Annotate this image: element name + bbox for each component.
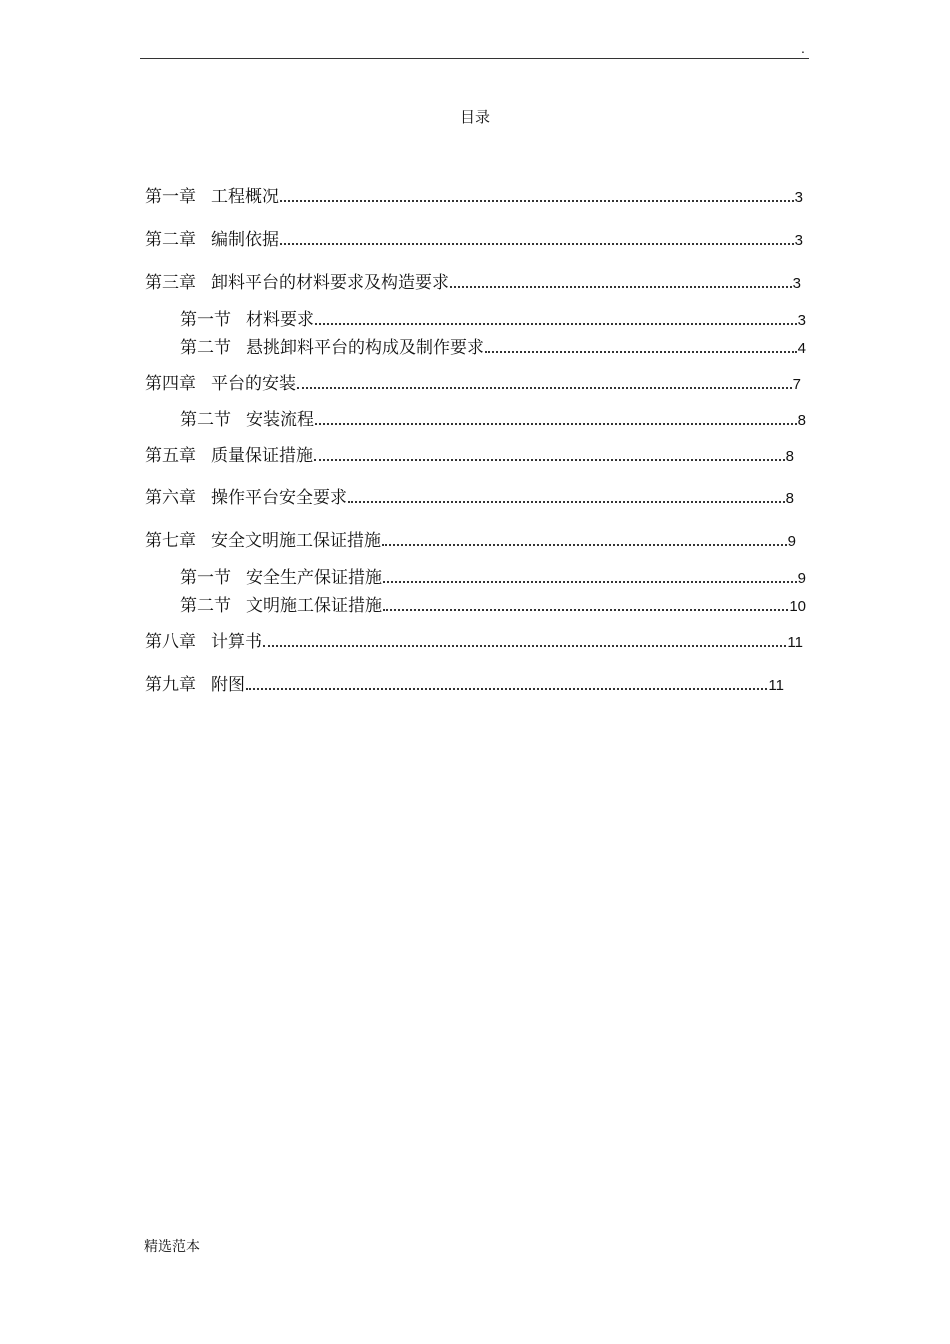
header-rule bbox=[140, 58, 809, 59]
toc-entry-chapter-8[interactable] bbox=[145, 630, 803, 654]
toc-entry-section-3-1[interactable] bbox=[180, 308, 806, 332]
toc-entry-title: 平台的安装 bbox=[211, 374, 296, 394]
toc-dot-leader bbox=[315, 323, 797, 325]
toc-entry-label: 第五章 bbox=[145, 446, 196, 466]
toc-entry-label: 第七章 bbox=[145, 531, 196, 551]
toc-entry-title: 工程概况 bbox=[211, 187, 279, 207]
toc-entry-page: 9 bbox=[787, 533, 796, 550]
toc-entry-chapter-4[interactable] bbox=[145, 372, 801, 396]
toc-entry-title: 附图 bbox=[211, 675, 245, 695]
toc-entry-title: 安全生产保证措施 bbox=[246, 568, 382, 588]
toc-entry-title: 质量保证措施 bbox=[211, 446, 313, 466]
toc-entry-section-7-1[interactable] bbox=[180, 566, 806, 590]
toc-entry-chapter-2[interactable] bbox=[145, 228, 803, 252]
toc-entry-label: 第二章 bbox=[145, 230, 196, 250]
header-mark: . bbox=[801, 40, 805, 56]
toc-entry-title: 计算书 bbox=[211, 632, 262, 652]
toc-entry-section-3-2[interactable] bbox=[180, 336, 806, 360]
toc-dot-leader bbox=[280, 243, 794, 245]
toc-dot-leader bbox=[315, 423, 797, 425]
toc-dot-leader bbox=[314, 459, 785, 461]
toc-dot-leader bbox=[297, 387, 792, 389]
toc-entry-label: 第一章 bbox=[145, 187, 196, 207]
toc-entry-title: 安全文明施工保证措施 bbox=[211, 531, 381, 551]
document-title: 目录 bbox=[459, 109, 490, 126]
toc-entry-label: 第四章 bbox=[145, 374, 196, 394]
toc-dot-leader bbox=[383, 581, 797, 583]
toc-entry-title: 悬挑卸料平台的构成及制作要求 bbox=[246, 338, 484, 358]
toc-entry-chapter-6[interactable] bbox=[145, 486, 794, 510]
toc-entry-label: 第六章 bbox=[145, 488, 196, 508]
toc-entry-section-4-2[interactable] bbox=[180, 408, 806, 432]
toc-dot-leader bbox=[383, 609, 788, 611]
toc-dot-leader bbox=[450, 286, 792, 288]
toc-dot-leader bbox=[246, 688, 767, 690]
toc-entry-title: 安装流程 bbox=[246, 410, 314, 430]
toc-entry-label: 第一节 bbox=[180, 568, 231, 588]
toc-entry-page: 3 bbox=[794, 232, 803, 249]
toc-entry-page: 11 bbox=[768, 677, 784, 694]
toc-entry-chapter-9[interactable] bbox=[145, 673, 784, 697]
toc-entry-chapter-5[interactable] bbox=[145, 444, 794, 468]
toc-entry-page: 8 bbox=[797, 412, 806, 429]
toc-entry-title: 操作平台安全要求 bbox=[211, 488, 347, 508]
toc-entry-page: 3 bbox=[792, 275, 801, 292]
toc-dot-leader bbox=[280, 200, 794, 202]
toc-entry-section-7-2[interactable] bbox=[180, 594, 806, 618]
toc-entry-label: 第二节 bbox=[180, 596, 231, 616]
toc-dot-leader bbox=[485, 351, 797, 353]
toc-entry-page: 8 bbox=[785, 448, 794, 465]
toc-entry-label: 第一节 bbox=[180, 310, 231, 330]
toc-entry-page: 8 bbox=[785, 490, 794, 507]
toc-entry-label: 第三章 bbox=[145, 273, 196, 293]
toc-entry-page: 3 bbox=[797, 312, 806, 329]
toc-entry-page: 11 bbox=[787, 634, 803, 651]
toc-entry-title: 文明施工保证措施 bbox=[246, 596, 382, 616]
footer-text: 精选范本 bbox=[144, 1238, 200, 1254]
toc-entry-label: 第二节 bbox=[180, 410, 231, 430]
toc-entry-chapter-3[interactable] bbox=[145, 271, 801, 295]
toc-entry-page: 3 bbox=[794, 189, 803, 206]
toc-entry-label: 第九章 bbox=[145, 675, 196, 695]
toc-dot-leader bbox=[382, 544, 787, 546]
toc-entry-title: 编制依据 bbox=[211, 230, 279, 250]
toc-entry-page: 7 bbox=[792, 376, 801, 393]
toc-entry-page: 10 bbox=[789, 598, 806, 615]
toc-entry-title: 卸料平台的材料要求及构造要求 bbox=[211, 273, 449, 293]
toc-entry-chapter-1[interactable] bbox=[145, 185, 803, 209]
toc-entry-label: 第八章 bbox=[145, 632, 196, 652]
toc-entry-label: 第二节 bbox=[180, 338, 231, 358]
toc-entry-page: 9 bbox=[797, 570, 806, 587]
toc-dot-leader bbox=[263, 645, 786, 647]
toc-entry-chapter-7[interactable] bbox=[145, 529, 796, 553]
toc-entry-page: 4 bbox=[797, 340, 806, 357]
toc-entry-title: 材料要求 bbox=[246, 310, 314, 330]
toc-dot-leader bbox=[348, 501, 785, 503]
